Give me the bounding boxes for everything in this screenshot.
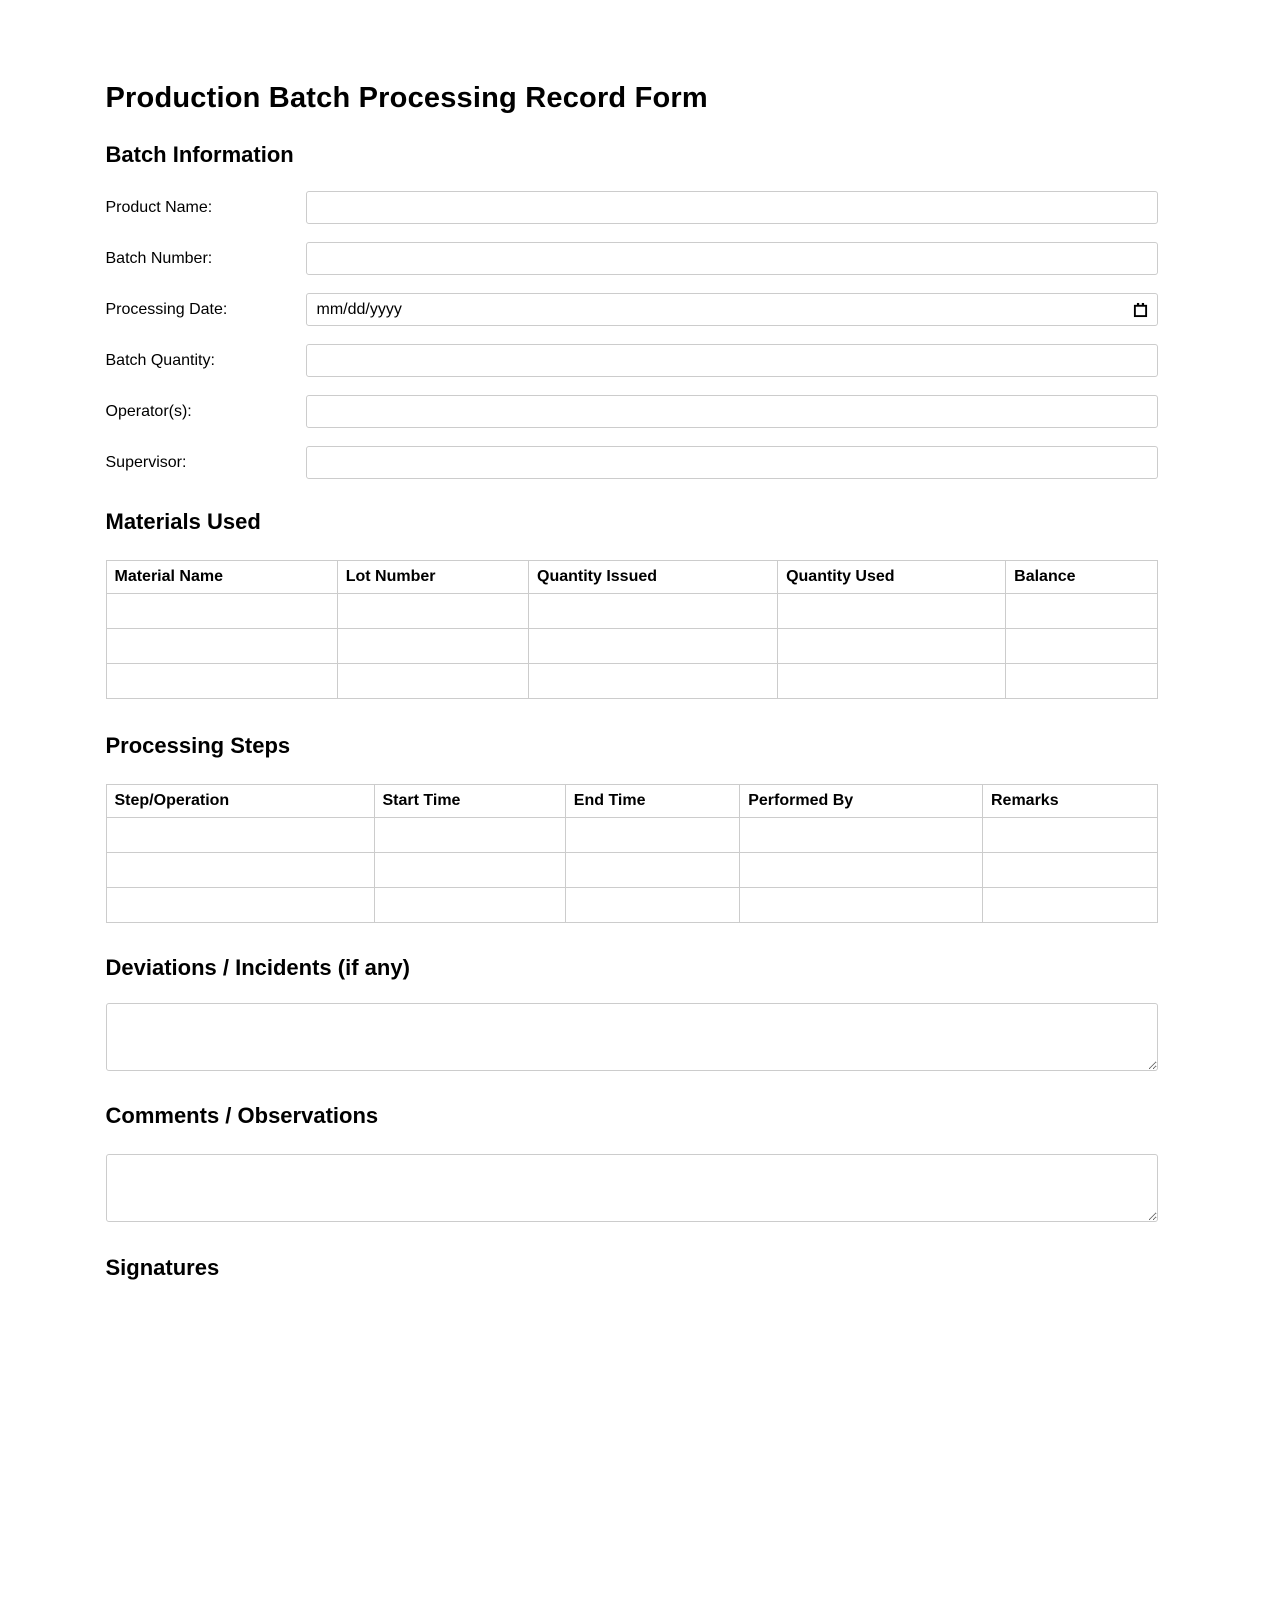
operators-input[interactable] (306, 395, 1158, 428)
supervisor-label: Supervisor: (105, 453, 187, 471)
materials-used-heading: Materials Used (105, 509, 261, 534)
product-name-label: Product Name: (105, 198, 213, 216)
table-row (106, 664, 1157, 699)
batch-information-heading: Batch Information (105, 142, 294, 167)
product-name-input[interactable] (306, 191, 1158, 224)
table-row (106, 853, 1157, 888)
column-header-lot-number: Lot Number (337, 561, 528, 594)
column-header-quantity-used: Quantity Used (778, 561, 1006, 594)
column-header-end-time: End Time (565, 785, 739, 818)
batch-information-fields (106, 191, 1158, 479)
section-materials-used (106, 509, 1158, 699)
batch-number-input-wrap (306, 242, 1158, 275)
column-header-performed-by: Performed By (740, 785, 983, 818)
table-cell (106, 853, 374, 888)
product-name-input-wrap (306, 191, 1158, 224)
comments-observations-textarea[interactable] (106, 1154, 1158, 1222)
operators-label: Operator(s): (105, 402, 192, 420)
section-deviations-incidents (106, 955, 1158, 1071)
column-header-quantity-issued: Quantity Issued (529, 561, 778, 594)
table-cell (374, 853, 565, 888)
table-cell (1006, 664, 1157, 699)
section-processing-steps (106, 733, 1158, 923)
processing-date-input[interactable] (306, 293, 1158, 326)
processing-steps-table (106, 784, 1158, 923)
form-row-batch-number (106, 242, 1158, 275)
table-row (106, 629, 1157, 664)
processing-steps-heading: Processing Steps (105, 733, 291, 758)
table-cell (740, 888, 983, 923)
table-cell (337, 629, 528, 664)
table-cell (983, 853, 1158, 888)
batch-quantity-label: Batch Quantity: (105, 351, 215, 369)
form-row-product-name (106, 191, 1158, 224)
column-header-remarks: Remarks (983, 785, 1158, 818)
column-header-material-name: Material Name (106, 561, 337, 594)
deviations-incidents-heading: Deviations / Incidents (if any) (105, 955, 410, 980)
materials-header-row (106, 561, 1157, 594)
table-cell (778, 664, 1006, 699)
materials-used-table (106, 560, 1158, 699)
table-cell (337, 664, 528, 699)
section-comments-observations (106, 1103, 1158, 1222)
form-row-operators (106, 395, 1158, 428)
calendar-icon[interactable] (1133, 302, 1148, 318)
form-row-batch-quantity (106, 344, 1158, 377)
table-cell (740, 818, 983, 853)
batch-quantity-input[interactable] (306, 344, 1158, 377)
table-cell (1006, 594, 1157, 629)
comments-observations-heading: Comments / Observations (105, 1103, 379, 1128)
column-header-balance: Balance (1006, 561, 1157, 594)
batch-number-label: Batch Number: (105, 249, 213, 267)
table-cell (106, 664, 337, 699)
table-cell (529, 594, 778, 629)
table-cell (565, 818, 739, 853)
deviations-incidents-textarea[interactable] (106, 1003, 1158, 1071)
column-header-step-operation: Step/Operation (106, 785, 374, 818)
table-cell (983, 818, 1158, 853)
table-cell (529, 664, 778, 699)
supervisor-input[interactable] (306, 446, 1158, 479)
batch-quantity-input-wrap (306, 344, 1158, 377)
table-cell (778, 594, 1006, 629)
table-cell (983, 888, 1158, 923)
table-cell (740, 853, 983, 888)
table-cell (778, 629, 1006, 664)
operators-input-wrap (306, 395, 1158, 428)
table-row (106, 818, 1157, 853)
supervisor-input-wrap (306, 446, 1158, 479)
table-row (106, 888, 1157, 923)
processing-date-input-wrap (306, 293, 1158, 326)
table-cell (529, 629, 778, 664)
table-cell (337, 594, 528, 629)
table-cell (106, 629, 337, 664)
table-row (106, 594, 1157, 629)
table-cell (106, 594, 337, 629)
table-cell (565, 853, 739, 888)
section-signatures (106, 1255, 1158, 1281)
table-cell (106, 818, 374, 853)
table-cell (106, 888, 374, 923)
section-batch-information (106, 142, 1158, 479)
table-cell (1006, 629, 1157, 664)
column-header-start-time: Start Time (374, 785, 565, 818)
signatures-heading: Signatures (105, 1255, 220, 1280)
table-cell (565, 888, 739, 923)
form-row-processing-date (106, 293, 1158, 326)
steps-header-row (106, 785, 1157, 818)
batch-number-input[interactable] (306, 242, 1158, 275)
processing-date-label: Processing Date: (105, 300, 228, 318)
batch-record-form (106, 82, 1158, 1281)
table-cell (374, 888, 565, 923)
table-cell (374, 818, 565, 853)
form-row-supervisor (106, 446, 1158, 479)
page-title: Production Batch Processing Record Form (105, 82, 708, 114)
